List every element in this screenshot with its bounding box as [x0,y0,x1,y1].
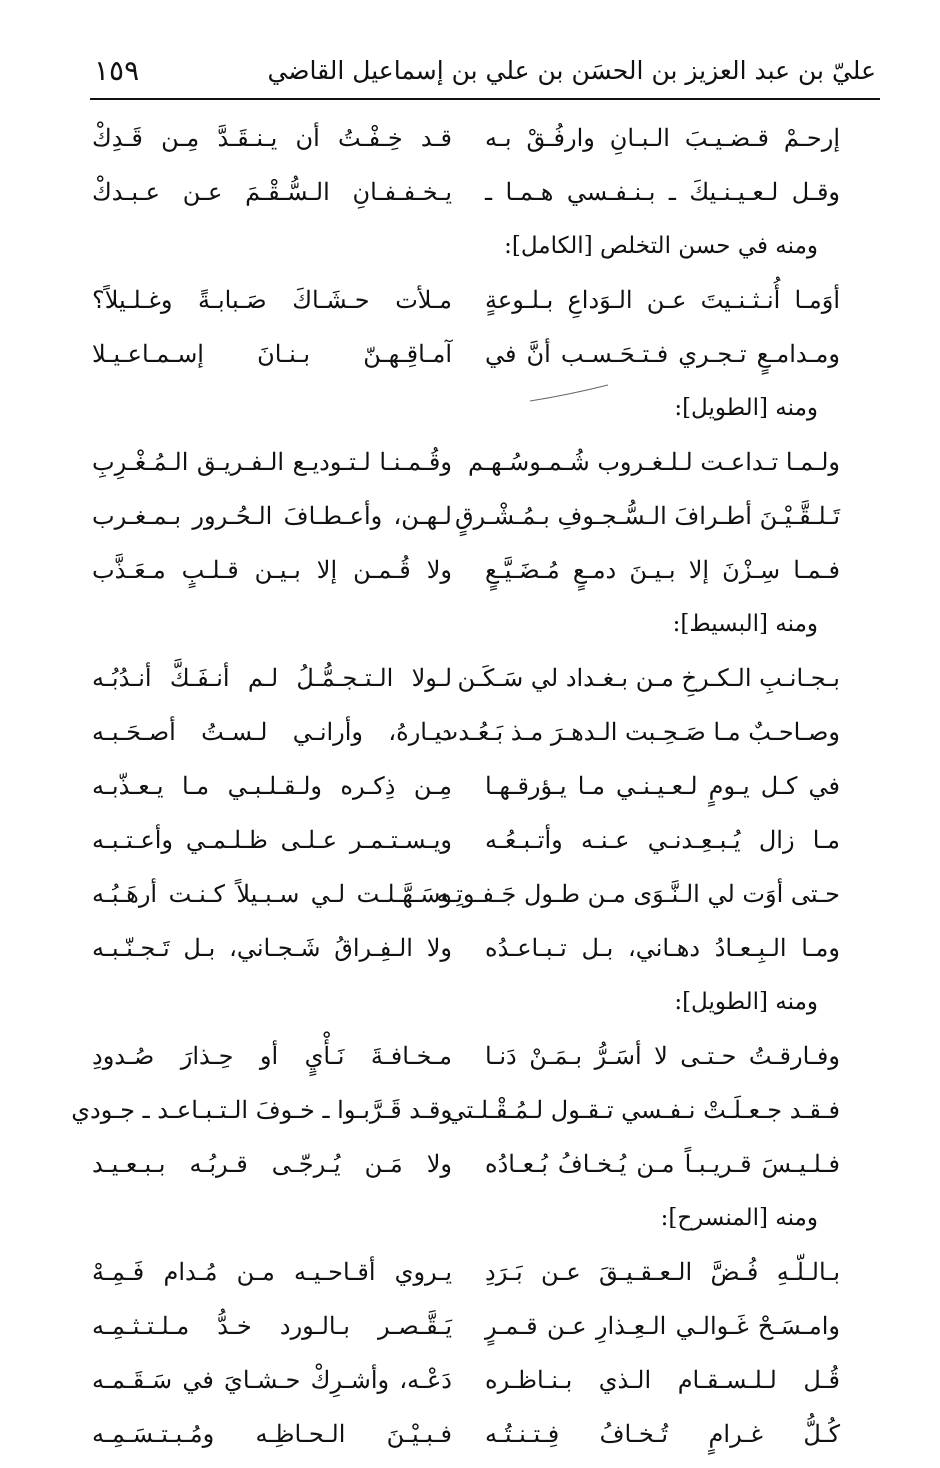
section-heading-row [0,1198,940,1252]
verse-line [0,928,940,982]
verse-line [0,550,940,604]
section-heading: ومنه [الطويل]: [674,989,818,1015]
first-hemistich: مـا زال يُـبـعِـدنـي عـنـه وأتـبـعُـه [485,826,840,854]
second-hemistich: يـروي أقـاحـيـه مـن مُـدام فَـمِـهْ [92,1258,452,1286]
verse-line [0,1360,940,1414]
first-hemistich: وفـارقـتُ حـتـى لا أسَـرُّ بـمَـنْ دَنـا [485,1042,840,1070]
second-hemistich: مِـن ذِكـره ولـقـلـبـي مـا يـعـذّبـه [92,772,452,800]
verse-line [0,118,940,172]
second-hemistich: لـولا الـتـجـمُّـلُ لـم أنـفَـكَّ أنـدُبُـه [92,664,452,692]
section-heading-row [0,604,940,658]
verse-line [0,1036,940,1090]
verse-line [0,658,940,712]
second-hemistich: مـخـافـةَ نَـأْيٍ أو حِـذارَ صُـدودِ [92,1042,452,1070]
verse-line [0,766,940,820]
first-hemistich: وقـل لـعـيـنـيكَ ـ بـنـفـسي هـمـا ـ [485,178,840,206]
header-title: عليّ بن عبد العزيز بن الحسَن بن علي بن إسماعيل القاضي [267,56,876,85]
verse-line [0,280,940,334]
verse-line [0,712,940,766]
second-hemistich: وقـد قَـرَّبـوا ـ خـوفَ الـتـبـاعـد ـ جـودي [71,1096,452,1124]
second-hemistich: يَـقَّـصـر بـالـورد خـدُّ مـلـتـثـمِـه [92,1312,452,1340]
verse-line [0,1252,940,1306]
first-hemistich: وصـاحـبٌ مـا صَـحِـبت الـدهـرَ مـذ بَـعُـدت [435,718,840,746]
second-hemistich: ديـارهُ، وأرانـي لـسـتُ أصـحَـبـه [92,718,452,746]
section-heading-row [0,388,940,442]
verse-line [0,496,940,550]
first-hemistich: ولـمـا تـداعـت لـلـغـروب شُـمـوسُـهـم [468,448,840,476]
first-hemistich: فـقـد جـعـلَـتْ نـفـسي تـقـول لـمُـقْـلـتي [446,1096,840,1124]
first-hemistich: تَـلـقَّـيْـنَ أطـرافَ الـسُّـجـوفِ بـمُـشْـرقٍ [454,502,840,530]
second-hemistich: مـلأت حـشَـاكَ صَـبابـةً وغـلـيلاً؟ [92,286,452,314]
verse-line [0,1414,940,1468]
second-hemistich: ولا مَـن يُـرجّـى قـربُـه بـبـعـيـد [92,1150,452,1178]
section-heading: ومنه [البسيط]: [672,611,818,637]
section-heading-row [0,226,940,280]
first-hemistich: وامـسَـحْ غَـوالـي الـعِـذارِ عـن قـمـرٍ [485,1312,840,1340]
verse-line [0,172,940,226]
first-hemistich: حـتى أوَت لي الـنَّـوَى مـن طـول جَـفـوتِـه [436,880,840,908]
second-hemistich: يـخـفـفـانِ الـسُّـقْـمَ عـن عـبـدكْ [92,178,452,206]
first-hemistich: إرحـمْ قـضـيـبَ الـبـانِ وارفُـقْ بـه [485,124,840,152]
first-hemistich: بـجـانـبِ الـكـرخِ مـن بـغـداد لي سَـكَـن [457,664,840,692]
first-hemistich: ومـدامـعٍ تـجـري فـتـحَـسـب أنَّ في [485,340,840,368]
second-hemistich: قـد خِـفْـتُ أن يـنـقَـدَّ مِـن قَـدِكْ [92,124,452,152]
second-hemistich: ولا قُـمـن إلا بـيـن قـلـبٍ مـعَـذَّب [92,556,452,584]
running-header [90,52,880,100]
section-heading: ومنه في حسن التخلص [الكامل]: [504,233,818,259]
verse-line [0,334,940,388]
second-hemistich: ولا الـفِـراقُ شَـجـاني، بـل تَـجـنّـبـه [92,934,452,962]
page-number: ١٥٩ [94,54,140,87]
first-hemistich: أوَمـا أُنـثـنـيتَ عـن الـوَداعِ بـلـوعةٍ [485,286,840,314]
verse-line [0,1306,940,1360]
section-heading-row [0,982,940,1036]
first-hemistich: ومـا الـبِـعـادُ دهـاني، بـل تـبـاعـدُه [485,934,840,962]
second-hemistich: ويـسـتـمـر عـلـى ظـلـمـي وأعـتـبـه [92,826,452,854]
section-heading: ومنه [المنسرح]: [660,1205,818,1231]
first-hemistich: فـمـا سِـزْنَ إلا بـيـنَ دمـعٍ مُـضَـيَّـعٍ [485,556,840,584]
verse-line [0,442,940,496]
section-heading: ومنه [الطويل]: [674,395,818,421]
verse-line [0,1144,940,1198]
second-hemistich: لـهـن، وأعـطـافَ الـحُـرور بـمـغـرب [92,502,452,530]
second-hemistich: دَعْـه، وأشـرِكْ حـشـايَ في سَـقَـمـه [92,1366,452,1394]
first-hemistich: بـالـلّـهِ فُـضَّ الـعـقـيـقَ عـن بَـرَدِ [485,1258,840,1286]
first-hemistich: قُـل لـلـسـقـام الـذي بـنـاظـره [485,1366,840,1394]
second-hemistich: آمـاقِـهـنّ بـنـانَ إسـمـاعـيـلا [92,340,452,368]
verse-line [0,874,940,928]
second-hemistich: وقُـمـنـا لـتـوديـع الـفـريـق الـمُـغْـرِبِ [92,448,452,476]
verse-line [0,1090,940,1144]
second-hemistich: وسَـهَّـلـت لـي سـبـيلاً كـنـت أرهَـبُـه [92,880,452,908]
verse-line [0,820,940,874]
second-hemistich: فـبـيْـنَ الـحـاظِـه ومُـبـتـسَـمِـه [92,1420,452,1448]
first-hemistich: كُـلُّ غـرامٍ تُـخـافُ فِـتـنـتُـه [485,1420,840,1448]
first-hemistich: في كـل يـومٍ لـعـيـنـي مـا يـؤرقـهـا [485,772,840,800]
first-hemistich: فـلـيـسَ قـريـبـاً مـن يُـخـافُ بُـعـادُه [485,1150,840,1178]
